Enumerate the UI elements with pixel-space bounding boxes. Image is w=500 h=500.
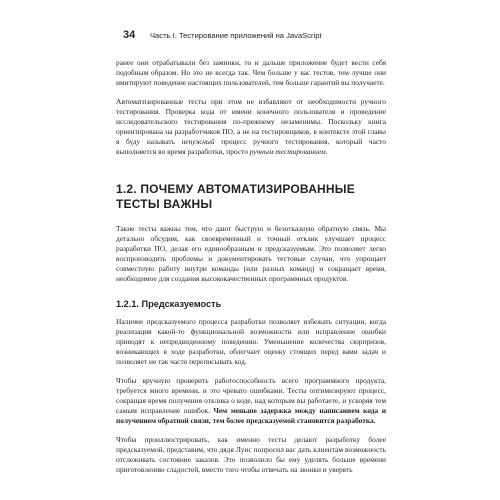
- section-heading-line-1: 1.2. ПОЧЕМУ АВТОМАТИЗИРОВАННЫЕ: [116, 182, 355, 196]
- page-body: [116, 58, 386, 484]
- paragraph-5-text: Чтобы вручную проверить работоспособность всего программного продукта, требуется много времени, и это чревато ошибками. Тесты оптимизируют процесс, сокращая время получения отклика о коде, над которым вы работаете, и ускоряя тем самым исправление ошибок.: [116, 376, 386, 415]
- section-heading: [116, 182, 386, 212]
- paragraph-6: Чтобы проиллюстрировать, как именно тесты делают разработку более предсказуемой, представим, что дядя Луис попросил вас дать клиентам возможность отслеживать состояние заказов. Это позволило бы ему уделять больше времени приготовлению сладостей, вместо того чтобы отвечать на звонки и уверять: [116, 435, 386, 474]
- paragraph-4: Наличие предсказуемого процесса разработки позволяет избежать ситуации, когда реализация какой-то функциональной возможности или исправление ошибки приводят к непредвиденному поведению. Уменьшение количества сюрпризов, возникающих в ходе разработки, облегчает оценку стоящих перед вами задач и позволяет не так часто переписывать код.: [116, 317, 386, 366]
- paragraph-5: [116, 376, 386, 426]
- paragraph-2: [116, 97, 386, 157]
- subsection-heading: 1.2.1. Предсказуемость: [116, 299, 222, 309]
- paragraph-2-text-c: .: [325, 147, 328, 156]
- page-header: [123, 30, 383, 42]
- paragraph-5-bold: Чем меньше задержка между написанием кода и получением обратной связи, тем более предсказуемой становится разработка.: [116, 406, 386, 425]
- paragraph-2-italic-1: ненужный: [181, 137, 215, 146]
- paragraph-2-italic-2: ручным тестированием: [249, 147, 326, 156]
- paragraph-3: Такие тесты важны тем, что дают быструю и безотказную обратную связь. Мы детально обсудим, как своевременный и точный отклик улучшает процесс разработки ПО, делая его единообразным и предсказуемым. Это позволяет легко воспроизводить проблемы и документировать тестовые случаи, что упрощает совместную работу внутри команды (или разных команд) и сокращает время, необходимое для создания высококачественных программных продуктов.: [116, 224, 386, 283]
- section-heading-line-2: ТЕСТЫ ВАЖНЫ: [116, 197, 213, 211]
- paragraph-2-text-b: процесс ручного тестирования, который часто выполняется во время разработки, просто: [116, 137, 386, 156]
- running-title: Часть I. Тестирование приложений на JavaScript: [150, 31, 322, 40]
- paragraph-2-text-a: Автоматизированные тесты при этом не избавляют от необходимости ручного тестирования. Проверка кода от имени конечного пользователя и проведение исследовательского тестирования по-прежнему незаменимы. Поскольку книга ориентирована на разработчиков ПО, а не на тестировщиков, в контексте этой главы я буду называть: [116, 97, 386, 146]
- page-number: 34: [123, 29, 136, 41]
- paragraph-1: ранее они отрабатывали без заминки, то и дальше приложение будет вести себя подобным образом. Но это не всегда так. Чем больше у вас тестов, тем лучше они имитируют поведение настоящих пользователей, тем больше гарантий вы получаете.: [116, 58, 386, 87]
